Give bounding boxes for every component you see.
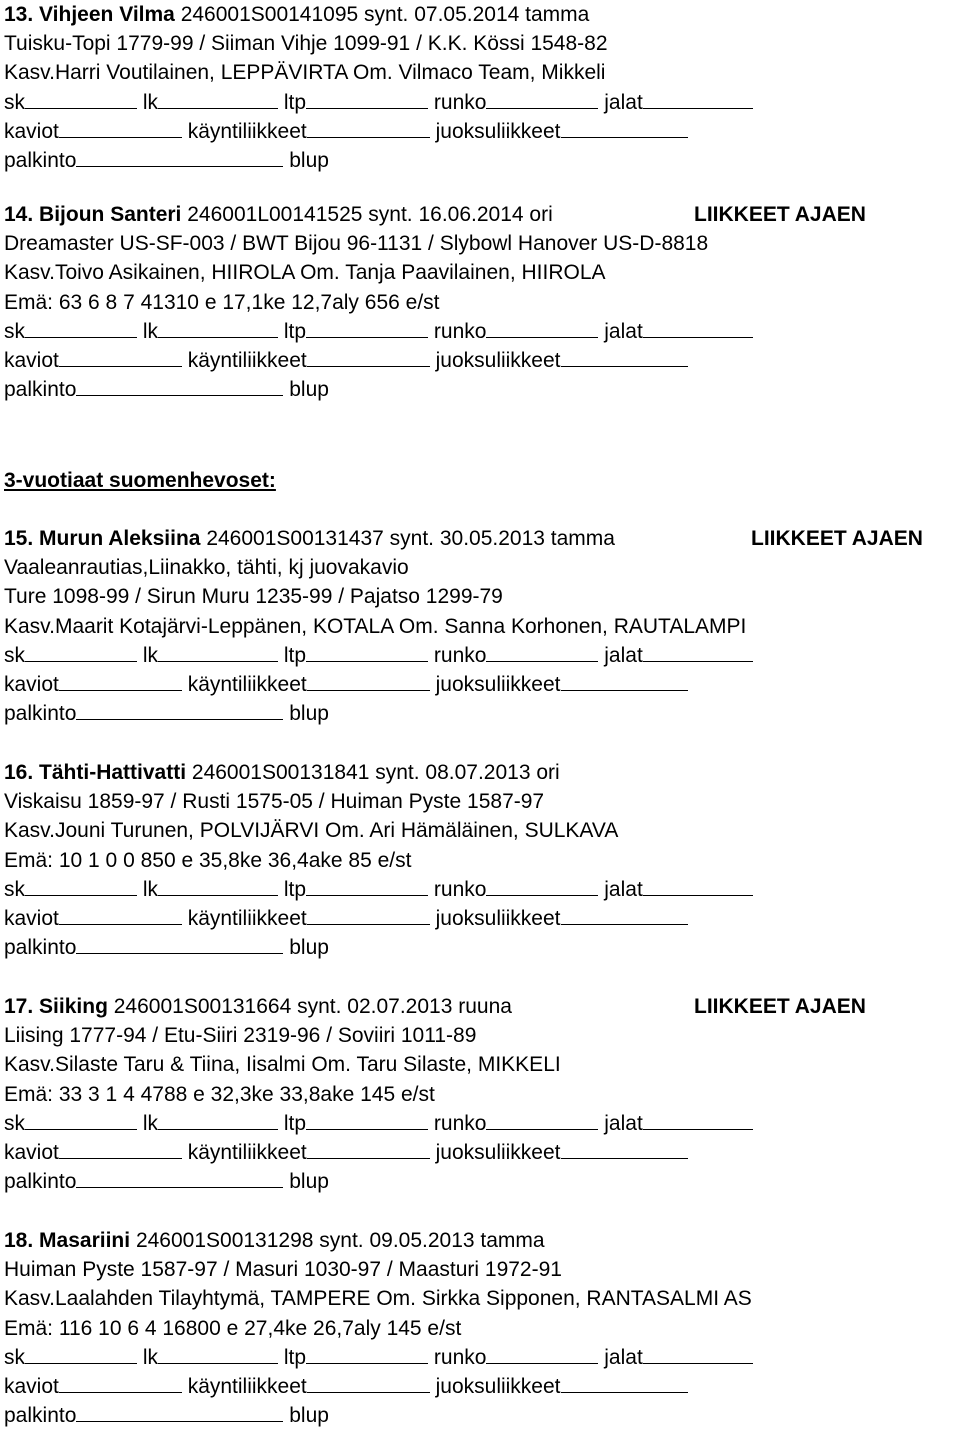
- horse-header: [4, 758, 560, 787]
- horse-detail-text: Emä: 33 3 1 4 4788 e 32,3ke 33,8ake 145 e/st: [4, 1082, 435, 1106]
- horse-name: Murun Aleksiina: [39, 527, 201, 550]
- field-label-jalat: jalat: [604, 90, 643, 114]
- field-label-blup: blup: [289, 1170, 329, 1194]
- field-label-lk: lk: [142, 877, 159, 901]
- field-label-blup: blup: [289, 936, 329, 960]
- blank-line-juoksuliikkeet: [561, 346, 688, 367]
- blank-line-kayntiliikkeet: [307, 117, 430, 138]
- blank-line-juoksuliikkeet: [561, 1138, 688, 1159]
- field-label-kayntiliikkeet: käyntiliikkeet: [187, 1375, 307, 1398]
- field-label-sk: sk: [4, 1111, 25, 1135]
- blank-line-sk: [25, 1343, 137, 1364]
- field-label-lk: lk: [142, 1345, 159, 1369]
- horse-detail-text: Kasv.Harri Voutilainen, LEPPÄVIRTA Om. Vilmaco Team, Mikkeli: [4, 61, 606, 85]
- blank-line-sk: [25, 875, 137, 896]
- field-label-runko: runko: [433, 877, 487, 901]
- blank-line-kaviot: [59, 117, 182, 138]
- horse-name: Siiking: [39, 995, 108, 1018]
- field-label-kaviot: kaviot: [4, 673, 59, 696]
- rating-row-3: [4, 1167, 329, 1196]
- blank-line-palkinto: [76, 699, 283, 720]
- field-label-kayntiliikkeet: käyntiliikkeet: [187, 119, 307, 143]
- horse-reg-info: 246001S00141095 synt. 07.05.2014 tamma: [180, 3, 590, 26]
- horse-reg-info: 246001S00131298 synt. 09.05.2013 tamma: [135, 1229, 545, 1252]
- field-label-ltp: ltp: [283, 1345, 307, 1369]
- blank-line-sk: [25, 641, 137, 662]
- rating-row-2: [4, 1138, 688, 1167]
- blank-line-palkinto: [76, 1401, 283, 1422]
- rating-row-3: [4, 933, 329, 962]
- field-label-palkinto: palkinto: [4, 936, 77, 960]
- blank-line-jalat: [643, 1109, 753, 1130]
- movement-flag-text: LIIKKEET AJAEN: [694, 995, 866, 1018]
- field-label-sk: sk: [4, 877, 25, 901]
- horse-number: 13.: [4, 3, 34, 26]
- blank-line-sk: [25, 88, 137, 109]
- field-label-palkinto: palkinto: [4, 702, 77, 726]
- blank-line-palkinto: [76, 933, 283, 954]
- horse-number: 17.: [4, 995, 34, 1018]
- horse-number: 16.: [4, 761, 34, 784]
- field-label-runko: runko: [433, 643, 487, 667]
- blank-line-juoksuliikkeet: [561, 670, 688, 691]
- horse-detail-text: Dreamaster US-SF-003 / BWT Bijou 96-1131 / Slybowl Hanover US-D-8818: [4, 232, 709, 256]
- horse-detail-line: [4, 816, 618, 845]
- field-label-juoksuliikkeet: juoksuliikkeet: [435, 1141, 561, 1164]
- horse-detail-line: [4, 29, 608, 58]
- blank-line-jalat: [643, 875, 753, 896]
- blank-line-runko: [486, 875, 598, 896]
- horse-number-and-name: [4, 3, 175, 26]
- rating-row-1: [4, 317, 753, 346]
- blank-line-kayntiliikkeet: [307, 670, 430, 691]
- horse-detail-line: [4, 1021, 476, 1050]
- field-label-kayntiliikkeet: käyntiliikkeet: [187, 1141, 307, 1164]
- blank-line-ltp: [306, 875, 428, 896]
- blank-line-juoksuliikkeet: [561, 117, 688, 138]
- blank-line-runko: [486, 641, 598, 662]
- horse-reg-info: 246001L00141525 synt. 16.06.2014 ori: [187, 203, 553, 226]
- field-label-ltp: ltp: [283, 643, 307, 667]
- field-label-palkinto: palkinto: [4, 378, 77, 402]
- rating-row-1: [4, 1343, 753, 1372]
- rating-row-2: [4, 670, 688, 699]
- field-label-jalat: jalat: [604, 877, 643, 901]
- blank-line-kaviot: [59, 1138, 182, 1159]
- rating-row-1: [4, 88, 753, 117]
- field-label-juoksuliikkeet: juoksuliikkeet: [435, 349, 561, 372]
- rating-row-1: [4, 1109, 753, 1138]
- horse-detail-line: [4, 58, 605, 87]
- section-heading: [4, 466, 276, 495]
- rating-row-2: [4, 904, 688, 933]
- horse-number: 18.: [4, 1229, 34, 1252]
- horse-reg-info: 246001S00131437 synt. 30.05.2013 tamma: [206, 527, 615, 550]
- blank-line-kaviot: [59, 1372, 182, 1393]
- blank-line-palkinto: [76, 1167, 283, 1188]
- blank-line-palkinto: [76, 375, 283, 396]
- field-label-juoksuliikkeet: juoksuliikkeet: [435, 673, 561, 696]
- horse-header: [4, 992, 512, 1021]
- field-label-palkinto: palkinto: [4, 1404, 77, 1428]
- blank-line-jalat: [643, 317, 753, 338]
- field-label-jalat: jalat: [604, 1111, 643, 1135]
- field-label-kayntiliikkeet: käyntiliikkeet: [187, 907, 307, 930]
- horse-number: 14.: [4, 203, 34, 226]
- rating-row-3: [4, 1401, 329, 1430]
- blank-line-kaviot: [59, 346, 182, 367]
- field-label-juoksuliikkeet: juoksuliikkeet: [435, 119, 561, 143]
- horse-detail-line: [4, 1080, 435, 1109]
- movement-flag: [694, 992, 866, 1021]
- field-label-runko: runko: [433, 319, 487, 343]
- movement-flag-text: LIIKKEET AJAEN: [751, 527, 923, 550]
- blank-line-runko: [486, 88, 598, 109]
- rating-row-2: [4, 117, 688, 146]
- field-label-runko: runko: [433, 1111, 487, 1135]
- horse-detail-text: Vaaleanrautias,Liinakko, tähti, kj juovakavio: [4, 556, 409, 580]
- field-label-runko: runko: [433, 1345, 487, 1369]
- blank-line-ltp: [306, 641, 428, 662]
- horse-header: [4, 0, 589, 29]
- horse-detail-text: Kasv.Maarit Kotajärvi-Leppänen, KOTALA Om. Sanna Korhonen, RAUTALAMPI: [4, 614, 747, 638]
- field-label-jalat: jalat: [604, 1345, 643, 1369]
- horse-detail-text: Tuisku-Topi 1779-99 / Siiman Vihje 1099-91 / K.K. Kössi 1548-82: [4, 32, 608, 56]
- horse-name: Vihjeen Vilma: [39, 3, 175, 26]
- blank-line-juoksuliikkeet: [561, 904, 688, 925]
- horse-number-and-name: [4, 761, 186, 784]
- field-label-blup: blup: [289, 702, 329, 726]
- blank-line-jalat: [643, 641, 753, 662]
- blank-line-kaviot: [59, 904, 182, 925]
- horse-detail-text: Liising 1777-94 / Etu-Siiri 2319-96 / Soviiri 1011-89: [4, 1024, 477, 1048]
- field-label-juoksuliikkeet: juoksuliikkeet: [435, 907, 561, 930]
- field-label-kaviot: kaviot: [4, 119, 59, 143]
- blank-line-lk: [158, 875, 278, 896]
- blank-line-lk: [158, 1343, 278, 1364]
- horse-name: Bijoun Santeri: [39, 203, 182, 226]
- blank-line-ltp: [306, 1343, 428, 1364]
- horse-detail-line: [4, 1314, 461, 1343]
- blank-line-lk: [158, 1109, 278, 1130]
- blank-line-sk: [25, 1109, 137, 1130]
- horse-detail-text: Emä: 116 10 6 4 16800 e 27,4ke 26,7aly 145 e/st: [4, 1316, 462, 1340]
- field-label-blup: blup: [289, 149, 329, 172]
- horse-detail-line: [4, 787, 544, 816]
- field-label-sk: sk: [4, 1345, 25, 1369]
- field-label-kaviot: kaviot: [4, 349, 59, 372]
- field-label-sk: sk: [4, 90, 25, 114]
- horse-detail-line: [4, 553, 409, 582]
- rating-row-3: [4, 146, 329, 175]
- horse-detail-text: Emä: 63 6 8 7 41310 e 17,1ke 12,7aly 656 e/st: [4, 290, 440, 314]
- blank-line-ltp: [306, 317, 428, 338]
- blank-line-ltp: [306, 88, 428, 109]
- field-label-kayntiliikkeet: käyntiliikkeet: [187, 673, 307, 696]
- horse-detail-text: Viskaisu 1859-97 / Rusti 1575-05 / Huiman Pyste 1587-97: [4, 790, 545, 814]
- horse-number: 15.: [4, 527, 34, 550]
- blank-line-jalat: [643, 1343, 753, 1364]
- field-label-ltp: ltp: [283, 90, 307, 114]
- field-label-jalat: jalat: [604, 643, 643, 667]
- blank-line-lk: [158, 317, 278, 338]
- field-label-lk: lk: [142, 643, 159, 667]
- horse-detail-line: [4, 1284, 752, 1313]
- blank-line-lk: [158, 641, 278, 662]
- field-label-lk: lk: [142, 319, 159, 343]
- field-label-runko: runko: [433, 90, 487, 114]
- horse-number-and-name: [4, 203, 181, 226]
- field-label-lk: lk: [142, 1111, 159, 1135]
- rating-row-1: [4, 641, 753, 670]
- horse-header: [4, 200, 553, 229]
- horse-detail-line: [4, 582, 503, 611]
- horse-detail-text: Kasv.Laalahden Tilayhtymä, TAMPERE Om. Sirkka Sipponen, RANTASALMI AS: [4, 1287, 752, 1311]
- blank-line-juoksuliikkeet: [561, 1372, 688, 1393]
- horse-detail-line: [4, 258, 606, 287]
- movement-flag-text: LIIKKEET AJAEN: [694, 203, 866, 226]
- horse-detail-text: Kasv.Toivo Asikainen, HIIROLA Om. Tanja Paavilainen, HIIROLA: [4, 261, 606, 285]
- field-label-ltp: ltp: [283, 1111, 307, 1135]
- field-label-ltp: ltp: [283, 319, 307, 343]
- blank-line-kayntiliikkeet: [307, 904, 430, 925]
- blank-line-palkinto: [76, 146, 283, 167]
- horse-number-and-name: [4, 1229, 130, 1252]
- rating-row-2: [4, 1372, 688, 1401]
- blank-line-kayntiliikkeet: [307, 1138, 430, 1159]
- blank-line-runko: [486, 317, 598, 338]
- rating-row-3: [4, 699, 329, 728]
- horse-detail-text: Emä: 10 1 0 0 850 e 35,8ke 36,4ake 85 e/st: [4, 848, 412, 872]
- blank-line-jalat: [643, 88, 753, 109]
- field-label-ltp: ltp: [283, 877, 307, 901]
- field-label-lk: lk: [142, 90, 159, 114]
- horse-detail-text: Huiman Pyste 1587-97 / Masuri 1030-97 / Maasturi 1972-91: [4, 1258, 562, 1282]
- rating-row-2: [4, 346, 688, 375]
- horse-header: [4, 524, 615, 553]
- rating-row-3: [4, 375, 329, 404]
- field-label-juoksuliikkeet: juoksuliikkeet: [435, 1375, 561, 1398]
- horse-name: Masariini: [39, 1229, 131, 1252]
- horse-detail-text: Kasv.Silaste Taru & Tiina, Iisalmi Om. Taru Silaste, MIKKELI: [4, 1053, 561, 1077]
- horse-detail-line: [4, 288, 439, 317]
- field-label-kaviot: kaviot: [4, 907, 59, 930]
- horse-detail-text: Ture 1098-99 / Sirun Muru 1235-99 / Pajatso 1299-79: [4, 585, 503, 609]
- blank-line-lk: [158, 88, 278, 109]
- horse-detail-text: Kasv.Jouni Turunen, POLVIJÄRVI Om. Ari Hämäläinen, SULKAVA: [4, 819, 619, 843]
- horse-number-and-name: [4, 995, 108, 1018]
- horse-header: [4, 1226, 545, 1255]
- horse-number-and-name: [4, 527, 200, 550]
- field-label-kaviot: kaviot: [4, 1141, 59, 1164]
- blank-line-sk: [25, 317, 137, 338]
- horse-detail-line: [4, 1255, 562, 1284]
- field-label-kayntiliikkeet: käyntiliikkeet: [187, 349, 307, 372]
- horse-reg-info: 246001S00131841 synt. 08.07.2013 ori: [191, 761, 560, 784]
- field-label-sk: sk: [4, 319, 25, 343]
- blank-line-kaviot: [59, 670, 182, 691]
- movement-flag: [694, 200, 866, 229]
- horse-detail-line: [4, 1050, 561, 1079]
- field-label-sk: sk: [4, 643, 25, 667]
- field-label-jalat: jalat: [604, 319, 643, 343]
- blank-line-kayntiliikkeet: [307, 346, 430, 367]
- blank-line-ltp: [306, 1109, 428, 1130]
- horse-detail-line: [4, 612, 746, 641]
- horse-name: Tähti-Hattivatti: [39, 761, 187, 784]
- field-label-blup: blup: [289, 1404, 329, 1428]
- field-label-kaviot: kaviot: [4, 1375, 59, 1398]
- blank-line-runko: [486, 1109, 598, 1130]
- field-label-palkinto: palkinto: [4, 1170, 77, 1194]
- rating-row-1: [4, 875, 753, 904]
- blank-line-runko: [486, 1343, 598, 1364]
- horse-detail-line: [4, 229, 708, 258]
- field-label-palkinto: palkinto: [4, 149, 77, 172]
- horse-reg-info: 246001S00131664 synt. 02.07.2013 ruuna: [113, 995, 512, 1018]
- field-label-blup: blup: [289, 378, 329, 402]
- horse-detail-line: [4, 846, 411, 875]
- movement-flag: [751, 524, 923, 553]
- blank-line-kayntiliikkeet: [307, 1372, 430, 1393]
- section-title: 3-vuotiaat suomenhevoset:: [4, 469, 276, 492]
